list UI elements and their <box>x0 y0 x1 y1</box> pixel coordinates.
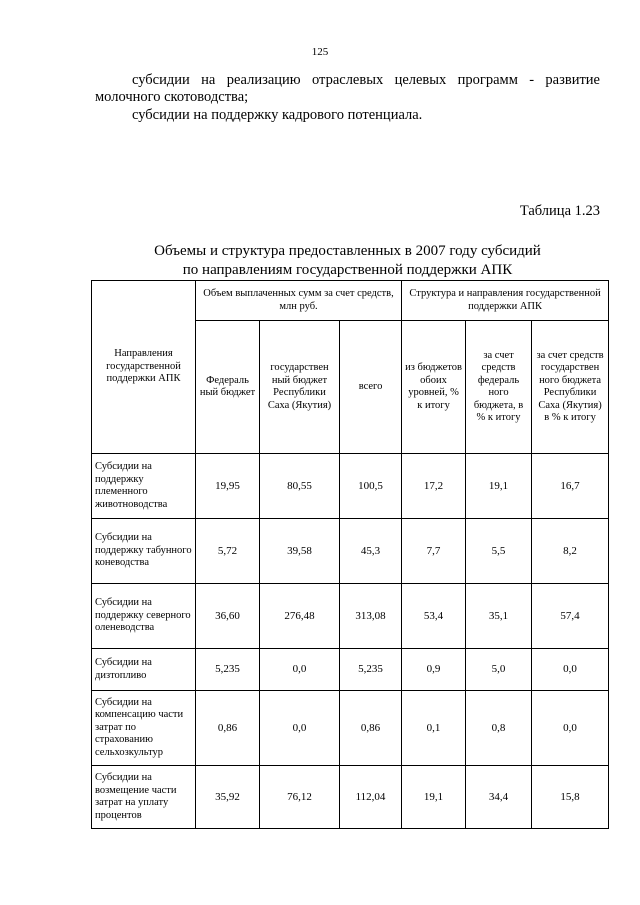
page-number: 125 <box>311 46 329 58</box>
table-cell: 53,4 <box>402 584 466 649</box>
row-label: Субсидии на возмещение части затрат на уплату процентов <box>92 766 196 829</box>
table-cell: 0,0 <box>260 691 340 766</box>
table-caption <box>95 242 600 280</box>
caption-line-2: по направлениям государственной поддержки АПК <box>182 262 513 278</box>
table-cell: 35,92 <box>196 766 260 829</box>
table-cell: 7,7 <box>402 519 466 584</box>
caption-line-1: Объемы и структура предоставленных в 2007 году субсидий <box>154 243 541 259</box>
table-cell: 0,8 <box>466 691 532 766</box>
header-row-1 <box>92 281 609 321</box>
table-row <box>92 519 609 584</box>
table-cell: 0,86 <box>196 691 260 766</box>
column-header: за счет средств федераль ного бюджета, в % к итогу <box>466 321 532 454</box>
table-row <box>92 584 609 649</box>
table-label: Таблица 1.23 <box>519 203 600 219</box>
table-cell: 0,9 <box>402 649 466 691</box>
table-cell: 5,0 <box>466 649 532 691</box>
row-label: Субсидии на дизтопливо <box>92 649 196 691</box>
table-row <box>92 454 609 519</box>
table-cell: 8,2 <box>532 519 609 584</box>
subsidies-table <box>91 280 609 829</box>
table-cell: 80,55 <box>260 454 340 519</box>
table-cell: 0,86 <box>340 691 402 766</box>
header-direction: Направления государственной поддержки АПК <box>92 281 196 454</box>
table-cell: 19,1 <box>466 454 532 519</box>
table-cell: 112,04 <box>340 766 402 829</box>
table-cell: 39,58 <box>260 519 340 584</box>
table-cell: 0,0 <box>260 649 340 691</box>
table-cell: 276,48 <box>260 584 340 649</box>
column-header: из бюджетов обоих уровней, % к итогу <box>402 321 466 454</box>
column-header: всего <box>340 321 402 454</box>
table-cell: 5,235 <box>340 649 402 691</box>
table-cell: 0,0 <box>532 649 609 691</box>
table-row <box>92 691 609 766</box>
table-cell: 5,235 <box>196 649 260 691</box>
table-row <box>92 766 609 829</box>
table-cell: 16,7 <box>532 454 609 519</box>
table-cell: 5,5 <box>466 519 532 584</box>
table-cell: 19,1 <box>402 766 466 829</box>
table-cell: 76,12 <box>260 766 340 829</box>
row-label: Субсидии на компенсацию части затрат по страхованию сельхозкультур <box>92 691 196 766</box>
table-cell: 313,08 <box>340 584 402 649</box>
paragraph-1: субсидии на реализацию отраслевых целевых программ - развитие молочного скотоводства; <box>95 72 600 105</box>
row-label: Субсидии на поддержку табунного коневодства <box>92 519 196 584</box>
table-row <box>92 649 609 691</box>
table-cell: 36,60 <box>196 584 260 649</box>
table-cell: 15,8 <box>532 766 609 829</box>
header-group-volume: Объем выплаченных сумм за счет средств, млн руб. <box>196 281 402 321</box>
table-cell: 0,1 <box>402 691 466 766</box>
paragraph-2: субсидии на поддержку кадрового потенциала. <box>132 107 423 123</box>
table-cell: 57,4 <box>532 584 609 649</box>
column-header: за счет средств государствен ного бюджета Республики Саха (Якутия) в % к итогу <box>532 321 609 454</box>
table-cell: 0,0 <box>532 691 609 766</box>
table-cell: 5,72 <box>196 519 260 584</box>
table-cell: 100,5 <box>340 454 402 519</box>
table-cell: 19,95 <box>196 454 260 519</box>
row-label: Субсидии на поддержку северного оленеводства <box>92 584 196 649</box>
table-cell: 45,3 <box>340 519 402 584</box>
header-group-structure: Структура и направления государственной поддержки АПК <box>402 281 609 321</box>
column-header: Федераль ный бюджет <box>196 321 260 454</box>
table-cell: 34,4 <box>466 766 532 829</box>
table-cell: 17,2 <box>402 454 466 519</box>
column-header: государствен ный бюджет Республики Саха (Якутия) <box>260 321 340 454</box>
table-cell: 35,1 <box>466 584 532 649</box>
row-label: Субсидии на поддержку племенного животноводства <box>92 454 196 519</box>
